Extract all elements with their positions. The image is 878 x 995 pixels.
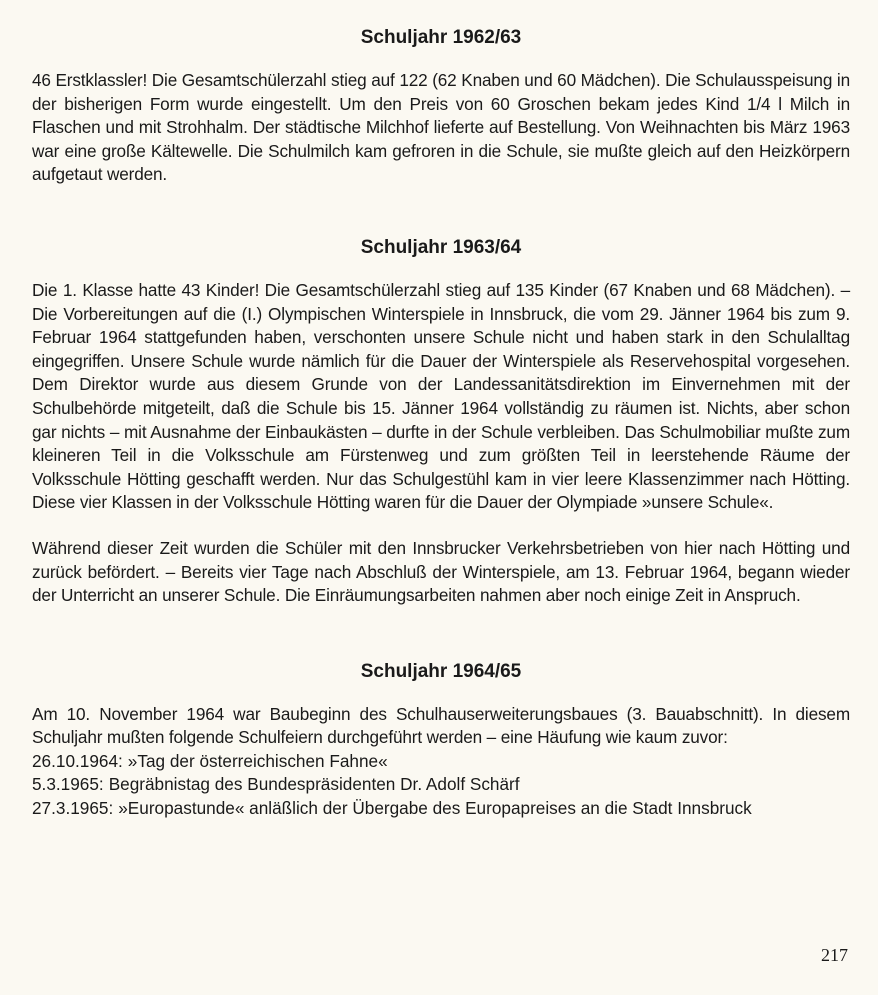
paragraph-gap — [32, 515, 850, 537]
event-date: 26.10.1964: — [32, 750, 123, 771]
paragraph: 46 Erstklassler! Die Gesamtschülerzahl stieg auf 122 (62 Knaben und 60 Mädchen). Die Schulausspeisung in der bisherigen Form wurde eingestellt. Um den Preis von 60 Groschen bekam jedes Kind 1/4 l Milch in Flaschen und mit Strohhalm. Der städtische Milchhof lieferte auf Bestellung. Von Weihnachten bis März 1963 war eine große Kältewelle. Die Schulmilch kam gefroren in die Schule, sie mußte gleich auf den Heizkörpern aufgetaut werden. — [32, 70, 850, 185]
section-heading: Schuljahr 1964/65 — [360, 660, 522, 682]
event-item — [32, 750, 850, 774]
paragraph: Die 1. Klasse hatte 43 Kinder! Die Gesamtschülerzahl stieg auf 135 Kinder (67 Knaben und 68 Mädchen). – Die Vorbereitungen auf die (I.) Olympischen Winterspiele in Innsbruck, die vom 29. Jänner 1964 bis zum 9. Februar 1964 stattgefunden haben, verschonten unsere Schule nicht und haben stark in den Schulalltag eingegriffen. Unsere Schule wurde nämlich für die Dauer der Winterspiele als Reservehospital vorgesehen. Dem Direktor wurde aus diesem Grunde von der Landessanitätsdirektion im Einvernehmen mit der Schulbehörde mitgeteilt, daß die Schule bis 15. Jänner 1964 vollständig zu räumen ist. Nichts, aber schon gar nichts – mit Ausnahme der Einbaukästen – durfte in der Schule verbleiben. Das Schulmobiliar mußte zum kleineren Teil in die Volksschule am Fürstenweg und zum größten Teil in leerstehende Räume der Volksschule Hötting geschafft werden. Nur das Schulgestühl kam in vier leere Klassenzimmer nach Hötting. Diese vier Klassen in der Volksschule Hötting waren für die Dauer der Olympiade »unsere Schule«. — [32, 279, 850, 513]
section-1962-63 — [32, 26, 850, 187]
document-page — [32, 26, 850, 821]
section-heading: Schuljahr 1963/64 — [360, 236, 522, 258]
paragraph: Während dieser Zeit wurden die Schüler mit den Innsbrucker Verkehrsbetrieben von hier nach Hötting und zurück befördert. – Bereits vier Tage nach Abschluß der Winterspiele, am 13. Februar 1964, begann wieder der Unterricht an unserer Schule. Die Einräumungsarbeiten nahmen aber noch einige Zeit in Anspruch. — [32, 537, 850, 606]
section-heading: Schuljahr 1962/63 — [360, 27, 522, 48]
section-1964-65 — [32, 660, 850, 821]
event-text: Begräbnistag des Bundespräsidenten Dr. Adolf Schärf — [108, 774, 520, 795]
paragraph: Am 10. November 1964 war Baubeginn des Schulhauserweiterungsbaues (3. Bauabschnitt). In diesem Schuljahr mußten folgende Schulfeiern durchgeführt werden – eine Häufung wie kaum zuvor: — [32, 703, 850, 748]
event-text: »Europastunde« anläßlich der Übergabe des Europapreises an die Stadt Innsbruck — [118, 798, 752, 819]
section-1963-64 — [32, 236, 850, 608]
event-item — [32, 773, 850, 797]
event-item — [32, 797, 850, 821]
event-text: »Tag der österreichischen Fahne« — [127, 750, 388, 771]
event-list — [32, 750, 850, 821]
event-date: 27.3.1965: — [32, 798, 114, 819]
event-date: 5.3.1965: — [32, 774, 104, 795]
page-number: 217 — [821, 945, 848, 965]
